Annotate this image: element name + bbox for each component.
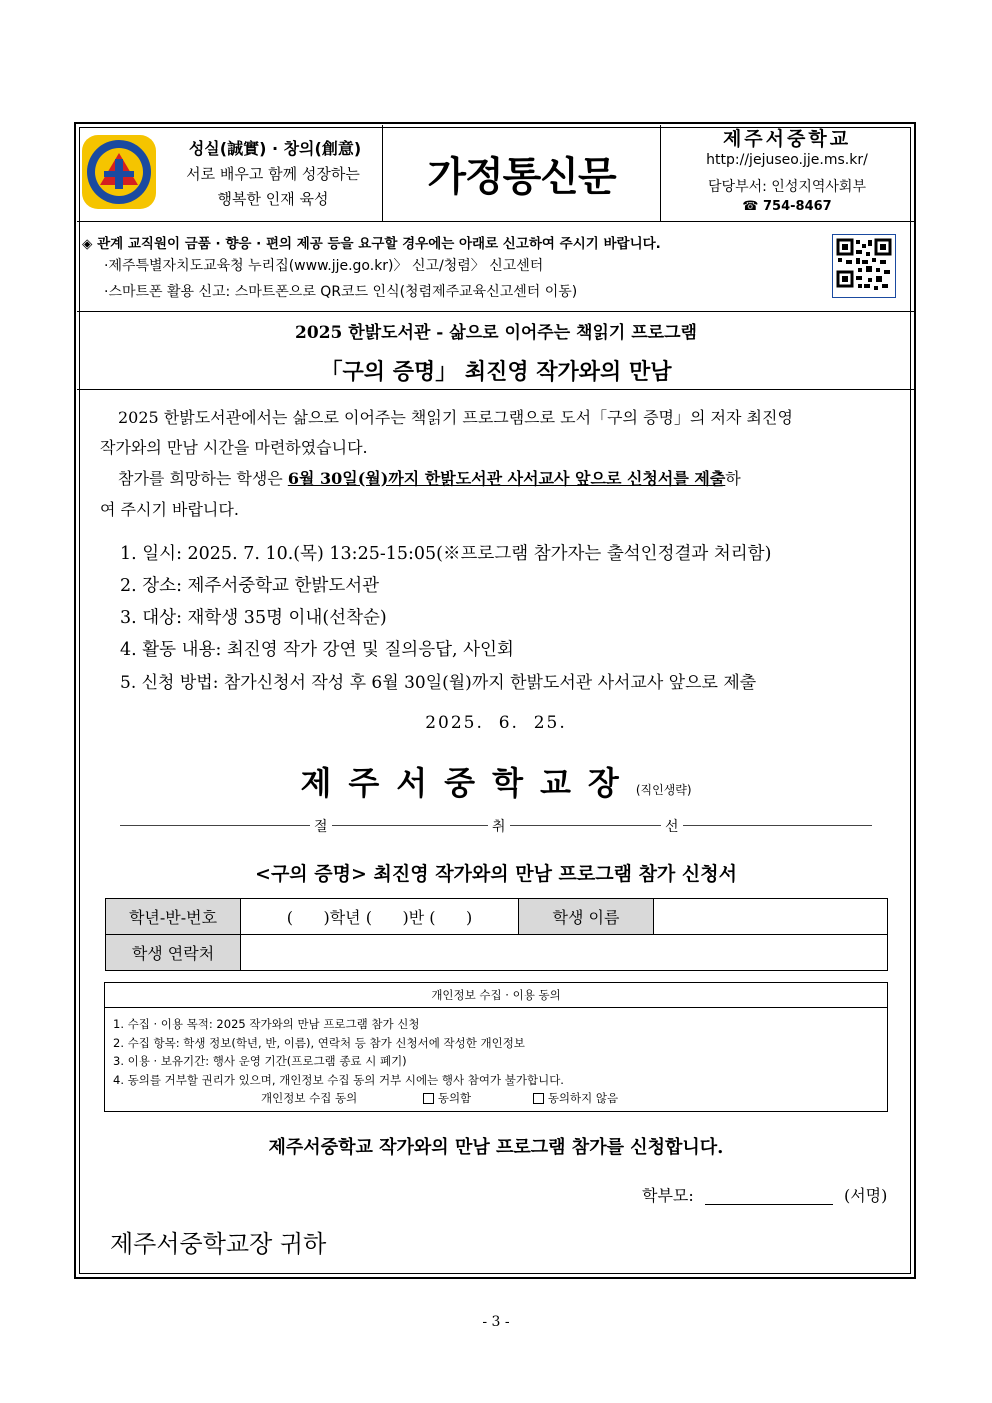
form-title: <구의 증명> 최진영 작가와의 만남 프로그램 참가 신청서 <box>255 863 737 885</box>
body-para2-line1 <box>118 463 741 494</box>
agree-option[interactable] <box>423 1091 471 1105</box>
body-para1-line2: 작가와의 만남 시간을 마련하였습니다. <box>100 438 368 457</box>
consent-body <box>105 1008 887 1108</box>
school-logo <box>80 133 158 211</box>
program-subtitle: 2025 한밝도서관 - 삶으로 이어주는 책읽기 프로그램 <box>295 323 697 343</box>
motto-line3: 행복한 인재 육성 <box>217 190 329 208</box>
agree-checkbox[interactable] <box>423 1093 434 1104</box>
subtitle-bottom-rule <box>77 389 915 390</box>
consent-agree-row <box>113 1089 887 1108</box>
agree-text: 동의함 <box>437 1091 472 1105</box>
consent-agree-label: 개인정보 수집 동의 <box>261 1091 358 1105</box>
newsletter-title: 가정통신문 <box>427 154 616 200</box>
school-url: http://jejuseo.jje.ms.kr/ <box>706 152 868 168</box>
principal-name: 제주서중학교장 <box>300 764 636 802</box>
body-para1-line1: 2025 한밝도서관에서는 삶으로 이어주는 책읽기 프로그램으로 도서「구의 증명」의 저자 최진영 <box>118 408 793 427</box>
contact-field[interactable] <box>241 935 888 971</box>
issue-date: 2025. 6. 25. <box>425 713 567 733</box>
signature-line[interactable] <box>705 1188 833 1205</box>
student-name-field[interactable] <box>654 899 888 935</box>
disagree-text: 동의하지 않음 <box>547 1091 619 1105</box>
phone: ☎ 754-8467 <box>742 199 832 214</box>
detail-item-4: 4. 활동 내용: 최진영 작가 강연 및 질의응답, 사인회 <box>120 640 514 660</box>
application-form-table <box>105 898 888 971</box>
grade-label: 학년-반-번호 <box>106 899 241 935</box>
detail-item-2: 2. 장소: 제주서중학교 한밝도서관 <box>120 576 380 596</box>
disagree-checkbox[interactable] <box>533 1093 544 1104</box>
detail-item-5: 5. 신청 방법: 참가신청서 작성 후 6월 30일(월)까지 한밝도서관 사서교사 앞으로 제출 <box>120 673 757 693</box>
cut-label-2: 취 <box>488 816 510 836</box>
department: 담당부서: 인성지역사회부 <box>708 179 866 195</box>
page-number: - 3 - <box>482 1314 510 1330</box>
consent-item-4: 4. 동의를 거부할 권리가 있으며, 개인정보 수집 동의 거부 시에는 행사 참여가 불가합니다. <box>113 1072 564 1087</box>
notice-line2: ·제주특별자치도교육청 누리집(www.jje.go.kr)〉 신고/청렴〉 신고센터 <box>104 258 544 274</box>
notice-line3: ·스마트폰 활용 신고: 스마트폰으로 QR코드 인식(청렴제주교육신고센터 이동) <box>104 284 578 300</box>
detail-item-1: 1. 일시: 2025. 7. 10.(목) 13:25-15:05(※프로그램 참가자는 출석인정결과 처리함) <box>120 544 772 564</box>
parent-label: 학부모: <box>642 1186 694 1205</box>
cut-label-1: 절 <box>310 816 332 836</box>
signature-suffix: (서명) <box>843 1186 888 1205</box>
detail-item-3: 3. 대상: 재학생 35명 이내(선착순) <box>120 608 387 628</box>
notice-bottom-rule <box>77 311 915 312</box>
apply-statement: 제주서중학교 작가와의 만남 프로그램 참가를 신청합니다. <box>268 1137 724 1158</box>
qr-code-icon <box>832 234 896 298</box>
motto-line2: 서로 배우고 함께 성장하는 <box>186 165 360 183</box>
body-para2-emphasis: 6월 30일(월)까지 한밝도서관 사서교사 앞으로 신청서를 제출 <box>287 469 726 488</box>
consent-item-1: 1. 수집 · 이용 목적: 2025 작가와의 만남 프로그램 참가 신청 <box>113 1017 420 1031</box>
signature-row <box>642 1183 887 1206</box>
cut-label-3: 선 <box>661 816 683 836</box>
consent-item-3: 3. 이용 · 보유기간: 행사 운영 기간(프로그램 종료 시 폐기) <box>113 1054 407 1068</box>
notice-line1: ◈ 관계 교직원이 금품 · 향응 · 편의 제공 등을 요구할 경우에는 아래로 신고하여 주시기 바랍니다. <box>82 236 661 252</box>
addressee: 제주서중학교장 귀하 <box>110 1230 327 1258</box>
motto-line1: 성실(誠實) · 창의(創意) <box>188 139 362 158</box>
program-title: 「구의 증명」 최진영 작가와의 만남 <box>320 359 672 385</box>
student-name-label: 학생 이름 <box>519 899 654 935</box>
consent-item-2: 2. 수집 항목: 학생 정보(학년, 반, 이름), 연락처 등 참가 신청서에 작성한 개인정보 <box>113 1035 525 1050</box>
principal-line <box>77 758 915 804</box>
seal-note: (직인생략) <box>635 783 692 797</box>
body-para2-start: 참가를 희망하는 학생은 <box>118 469 288 488</box>
disagree-option[interactable] <box>533 1091 618 1105</box>
header-bottom-rule <box>77 221 915 222</box>
grade-field[interactable]: ( )학년 ( )반 ( ) <box>241 899 519 935</box>
contact-label: 학생 연락처 <box>106 935 241 971</box>
consent-title: 개인정보 수집 · 이용 동의 <box>105 983 887 1008</box>
consent-box <box>104 982 888 1112</box>
school-name: 제주서중학교 <box>722 128 852 150</box>
body-para2-line2: 여 주시기 바랍니다. <box>100 500 239 519</box>
body-para2-end: 하 <box>725 469 741 488</box>
